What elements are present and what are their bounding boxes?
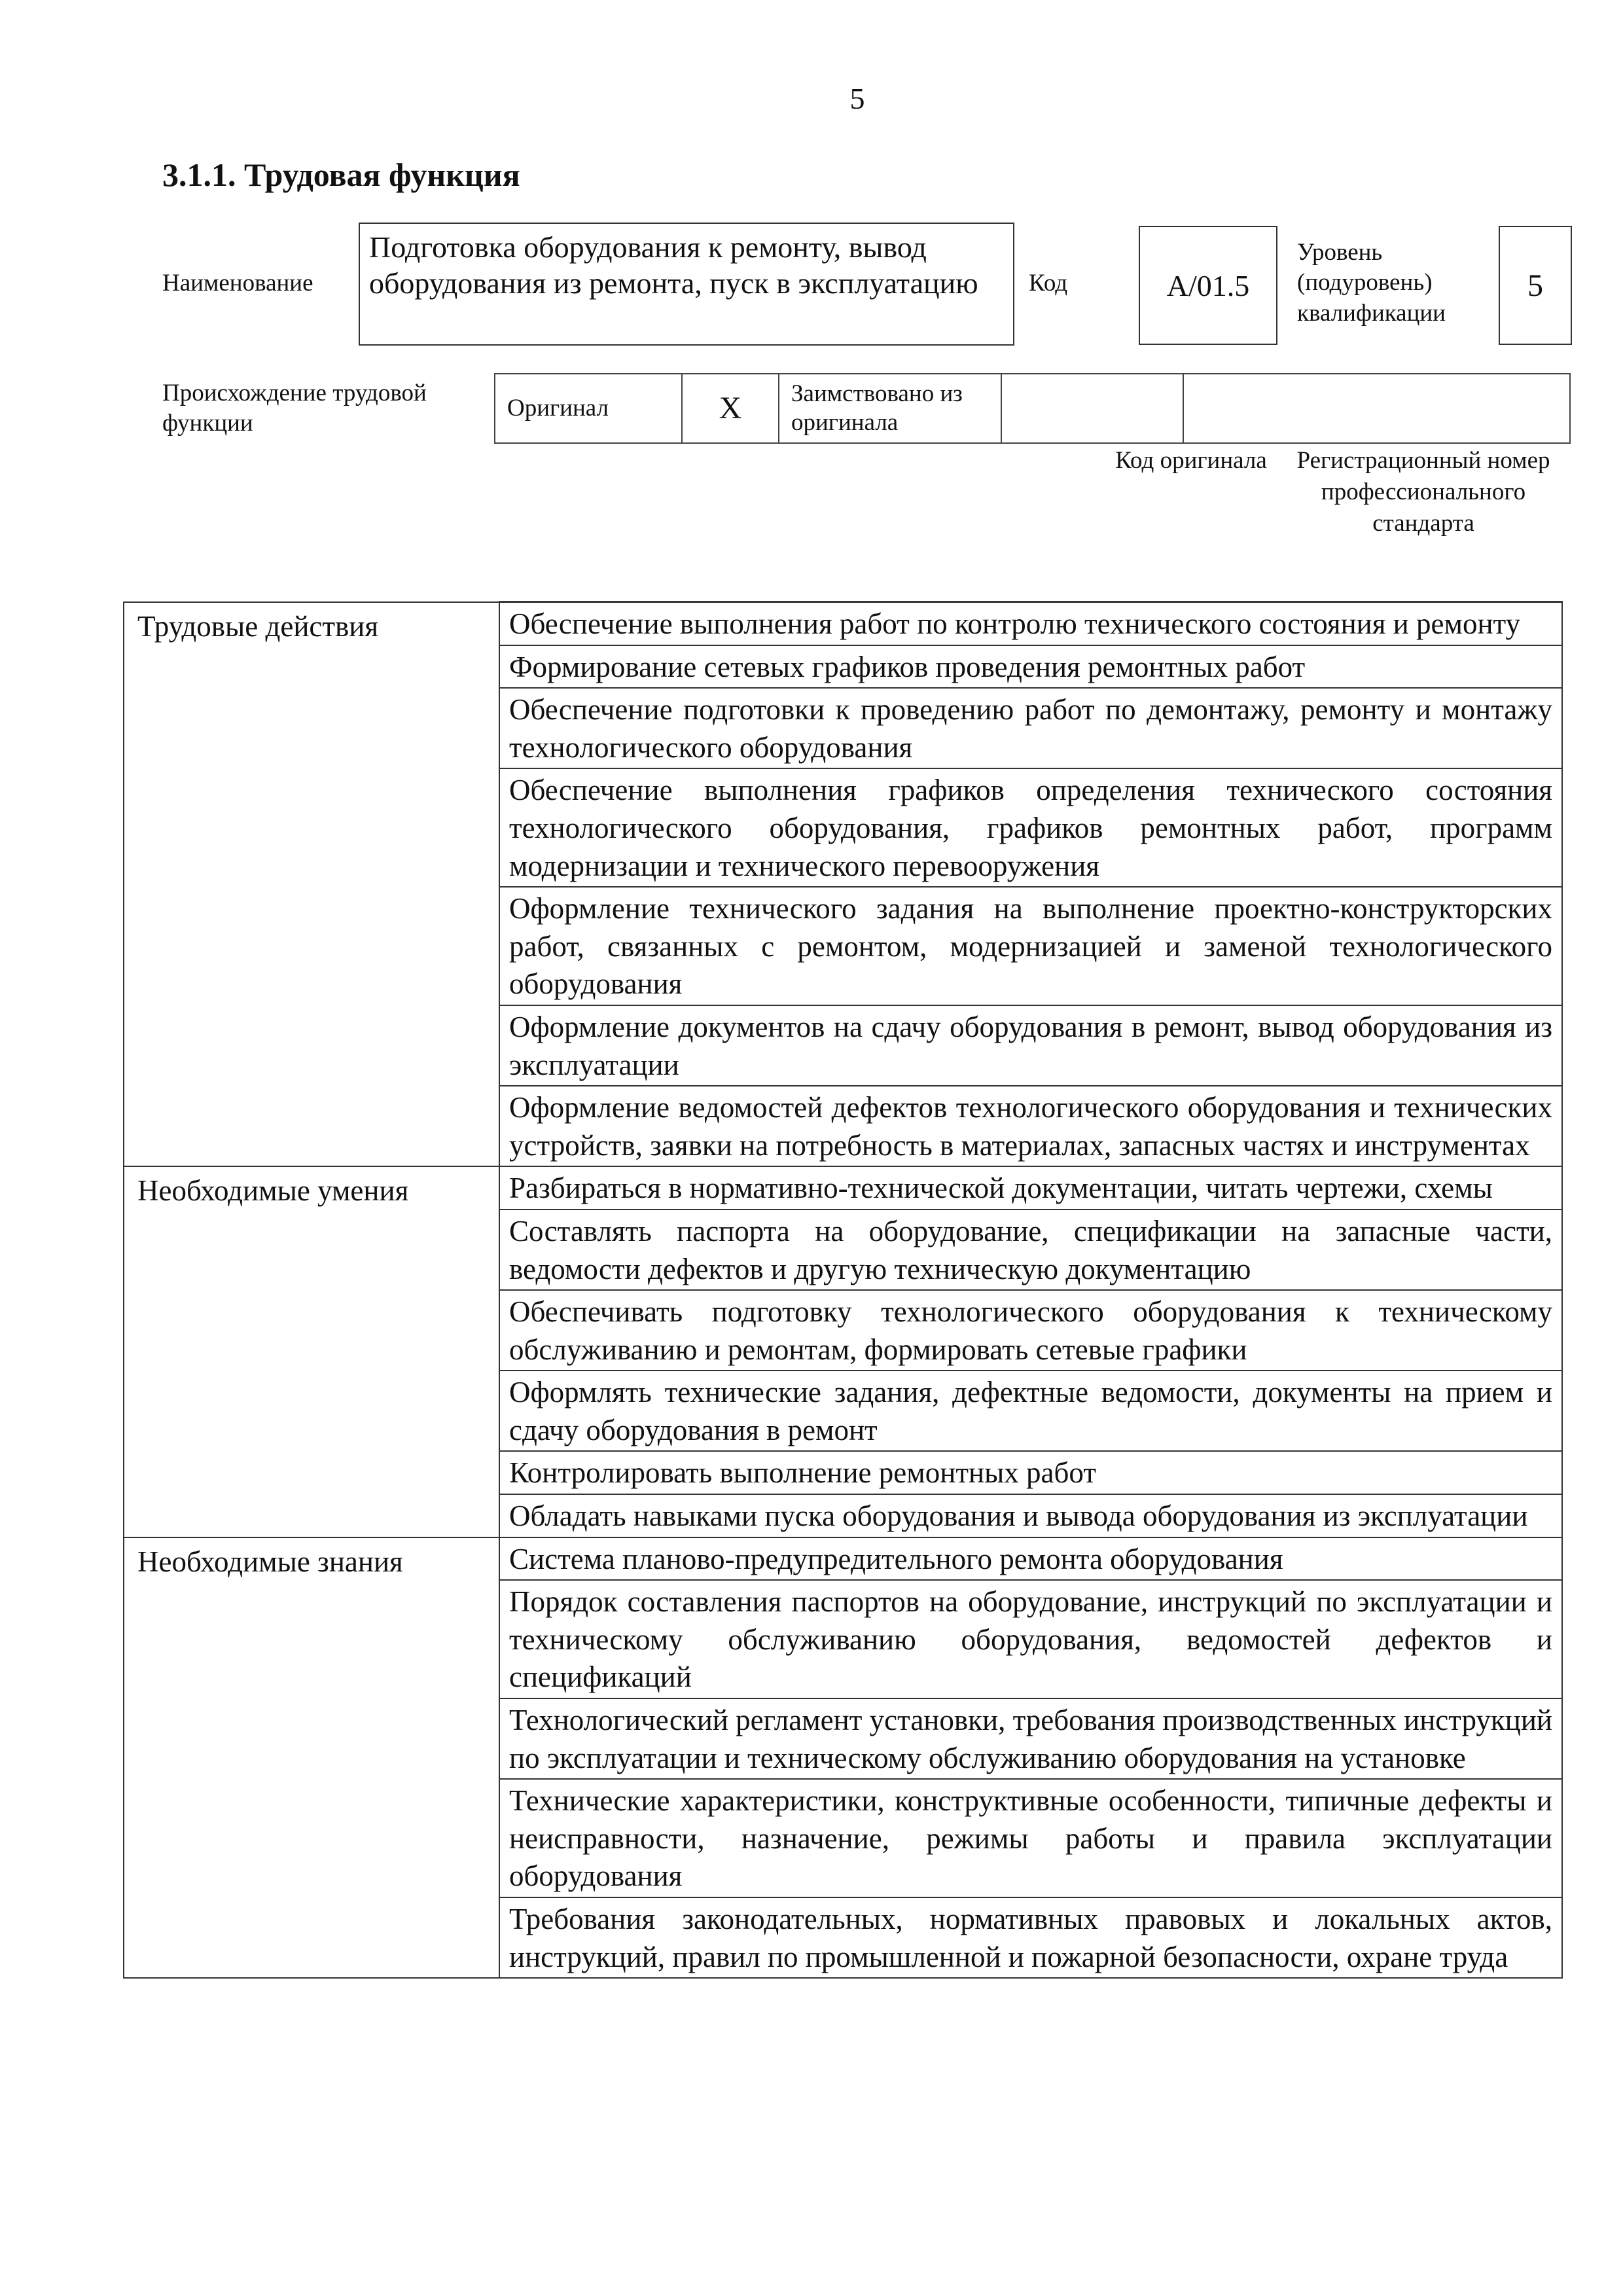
reg-number-caption: Регистрационный номер профессионального стандарта	[1296, 447, 1550, 537]
list-item	[499, 1210, 1562, 1290]
code-box	[1139, 226, 1277, 345]
required-skill-1: Разбираться в нормативно-технической документации, читать чертежи, схемы	[509, 1172, 1493, 1205]
list-item	[499, 1290, 1562, 1371]
function-details-table	[123, 601, 1563, 1979]
list-item	[499, 688, 1562, 768]
table-row	[124, 1166, 1562, 1210]
required-knowledge-1: Система планово-предупредительного ремонта оборудования	[509, 1542, 1283, 1575]
labor-action-1: Обеспечение выполнения работ по контролю технического состояния и ремонту	[509, 607, 1521, 640]
origin-code-cell	[1001, 374, 1183, 443]
required-knowledge-2: Порядок составления паспортов на оборудование, инструкций по эксплуатации и техническому обслуживанию оборудования, ведомостей дефектов и спецификаций	[509, 1585, 1552, 1694]
name-label: Наименование	[162, 270, 313, 296]
labor-action-3: Обеспечение подготовки к проведению работ по демонтажу, ремонту и монтажу технологического оборудования	[509, 693, 1552, 764]
list-item	[499, 602, 1562, 645]
required-skill-5: Контролировать выполнение ремонтных работ	[509, 1456, 1096, 1490]
level-value: 5	[1527, 268, 1543, 303]
list-item	[499, 1371, 1562, 1451]
list-item	[499, 768, 1562, 887]
section-title-required-skills: Необходимые умения	[124, 1166, 499, 1537]
required-skill-2: Составлять паспорта на оборудование, спецификации на запасные части, ведомости дефектов и другую техническую документацию	[509, 1214, 1552, 1285]
labor-action-7: Оформление ведомостей дефектов технологического оборудования и технических устройств, заявки на потребность в материалах, запасных частях и инструментах	[509, 1091, 1552, 1162]
table-row	[124, 1537, 1562, 1581]
list-item	[499, 645, 1562, 689]
required-knowledge-5: Требования законодательных, нормативных правовых и локальных актов, инструкций, правил по промышленной и пожарной безопасности, охране труда	[509, 1903, 1552, 1973]
section-title-required-knowledge: Необходимые знания	[124, 1537, 499, 1979]
origin-reg-number-cell	[1183, 374, 1570, 443]
origin-table	[494, 373, 1571, 444]
code-value: А/01.5	[1166, 268, 1250, 302]
required-knowledge-4: Технические характеристики, конструктивные особенности, типичные дефекты и неисправности, назначение, режимы работы и правила эксплуатации оборудования	[509, 1784, 1552, 1893]
origin-original-label: Оригинал	[495, 374, 682, 443]
required-knowledge-3: Технологический регламент установки, требования производственных инструкций по эксплуатации и техническому обслуживанию оборудования на установке	[509, 1704, 1552, 1774]
code-label: Код	[1029, 270, 1068, 296]
function-name-value: Подготовка оборудования к ремонту, вывод оборудования из ремонта, пуск в эксплуатацию	[369, 230, 978, 300]
section-title-labor-actions: Трудовые действия	[124, 602, 499, 1167]
list-item	[499, 887, 1562, 1005]
labor-action-4: Обеспечение выполнения графиков определения технического состояния технологического оборудования, графиков ремонтных работ, программ модернизации и технического перевооружения	[509, 774, 1552, 882]
list-item	[499, 1005, 1562, 1086]
origin-borrowed-label: Заимствовано из оригинала	[779, 374, 1001, 443]
level-box	[1499, 226, 1572, 345]
required-skill-3: Обеспечивать подготовку технологического оборудования к техническому обслуживанию и ремонтам, формировать сетевые графики	[509, 1295, 1552, 1366]
page-number: 5	[849, 82, 865, 115]
labor-action-6: Оформление документов на сдачу оборудования в ремонт, вывод оборудования из эксплуатации	[509, 1010, 1552, 1081]
required-skill-4: Оформлять технические задания, дефектные ведомости, документы на прием и сдачу оборудования в ремонт	[509, 1376, 1552, 1446]
list-item	[499, 1166, 1562, 1210]
list-item	[499, 1580, 1562, 1698]
level-label: Уровень (подуровень) квалификации	[1297, 239, 1446, 327]
required-skill-6: Обладать навыками пуска оборудования и вывода оборудования из эксплуатации	[509, 1499, 1528, 1533]
code-original-caption: Код оригинала	[1115, 447, 1267, 474]
table-row	[124, 602, 1562, 645]
list-item	[499, 1897, 1562, 1978]
list-item	[499, 1537, 1562, 1581]
section-title: 3.1.1. Трудовая функция	[162, 156, 520, 193]
function-name-box	[359, 223, 1014, 346]
list-item	[499, 1779, 1562, 1897]
origin-label: Происхождение трудовой функции	[162, 380, 427, 437]
origin-original-mark: X	[682, 374, 779, 443]
labor-action-2: Формирование сетевых графиков проведения ремонтных работ	[509, 650, 1306, 683]
list-item	[499, 1086, 1562, 1166]
list-item	[499, 1494, 1562, 1537]
list-item	[499, 1451, 1562, 1494]
labor-action-5: Оформление технического задания на выполнение проектно-конструкторских работ, связанных с ремонтом, модернизацией и заменой технологического оборудования	[509, 892, 1552, 1001]
list-item	[499, 1698, 1562, 1779]
